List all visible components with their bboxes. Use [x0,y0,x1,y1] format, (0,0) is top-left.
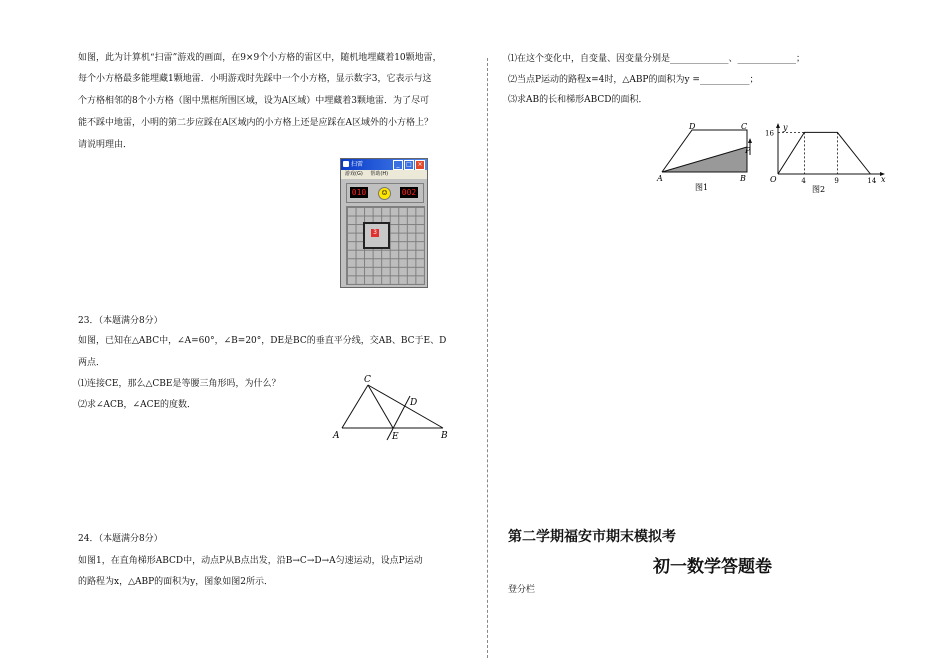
y-axis-arrow-icon [776,123,780,128]
q22-line-4: 能不踩中地雷，小明的第二步应踩在A区域内的小方格上还是应踩在A区域外的小方格上？ [78,118,434,128]
fig1-label-p: P [745,146,751,155]
fig1-label-d: D [689,122,696,131]
q24-part-3: ⑶求AB的长和梯形ABCD的面积． [508,95,648,105]
y-tick-16: 16 [765,129,774,138]
maximize-icon: □ [404,160,414,170]
timer-display: 002 [401,188,417,197]
mine-icon [343,161,349,167]
label-a: A [333,431,340,441]
segment-cb [368,385,443,428]
q22-line-2: 每个小方格最多能埋藏1颗地雷．小明游戏时先踩中一个小方格，显示数字3，它表示与这 [78,74,432,84]
q23-line-2: 两点． [78,358,106,368]
minimize-icon: _ [393,160,403,170]
q22-line-5: 请说明理由． [78,140,133,150]
minesweeper-status-panel [346,183,424,203]
q24-header: 24．（本题满分8分） [78,534,163,544]
exam-subtitle: 初一数学答题卷 [653,557,772,577]
minesweeper-title: 扫雷 [351,161,364,168]
q23-part-2: ⑵求∠ACB，∠ACE的度数． [78,400,197,410]
y-axis-label: y [783,123,788,132]
function-graph [765,120,890,200]
label-e: E [392,432,399,442]
q24-part-2: ⑵当点P运动的路程x=4时，△ABP的面积为y =___________； [508,75,759,85]
fig2-caption: 图2 [812,185,826,194]
smiley-face-icon: ☺ [378,187,391,200]
x-tick-4: 4 [801,177,806,185]
segment-ce [368,385,393,428]
q24-part-1: ⑴在这个变化中，自变量、因变量分别是_____________、_____________； [508,54,806,64]
label-b: B [441,431,448,441]
x-tick-9: 9 [834,177,839,185]
close-icon: × [415,160,425,170]
series-line-y [778,132,870,174]
minesweeper-titlebar [341,159,427,170]
q24-line-2: 的路程为x，△ABP的面积为y，图象如图2所示． [78,577,273,587]
fig1-label-c: C [741,122,748,131]
fig1-label-a: A [657,174,663,183]
q22-line-3: 个方格相邻的8个小方格（图中黑框所围区域，设为A区域）中埋藏着3颗地雷．为了尽可 [78,96,429,106]
x-tick-14: 14 [867,177,877,185]
page-divider [487,58,488,658]
exam-title: 第二学期福安市期末模拟考 [508,529,676,545]
revealed-cell: 3 [371,229,379,237]
trapezoid-figure [652,120,764,200]
q24-line-1: 如图1，在直角梯形ABCD中，动点P从B点出发，沿B→C→D→A匀速运动，设点P运动 [78,556,423,566]
arrow-head-icon [748,138,752,143]
menu-help: 帮助(H) [370,171,389,177]
q22-line-1: 如图，此为计算机“扫雷”游戏的画面，在9×9个小方格的雷区中，随机地埋藏着10颗地雷， [78,53,442,63]
score-label: 登分栏 [508,585,536,595]
q23-line-1: 如图，已知在△ABC中，∠A=60°，∠B=20°，DE是BC的垂直平分线，交AB、BC于E、D [78,336,447,346]
segment-ac [342,385,368,428]
minesweeper-window [340,158,428,288]
label-c: C [364,375,371,385]
label-d: D [410,398,418,408]
fig1-caption: 图1 [695,183,709,192]
menu-game: 游戏(G) [345,171,363,177]
mine-counter: 010 [351,188,367,197]
x-axis-label: x [881,175,886,184]
fig1-label-b: B [740,174,746,183]
q23-header: 23．（本题满分8分） [78,316,163,326]
origin-label: O [770,175,777,184]
minesweeper-menu [341,170,427,179]
triangle-figure [330,372,460,444]
q23-part-1: ⑴连接CE，那么△CBE是等腰三角形吗，为什么？ [78,379,281,389]
